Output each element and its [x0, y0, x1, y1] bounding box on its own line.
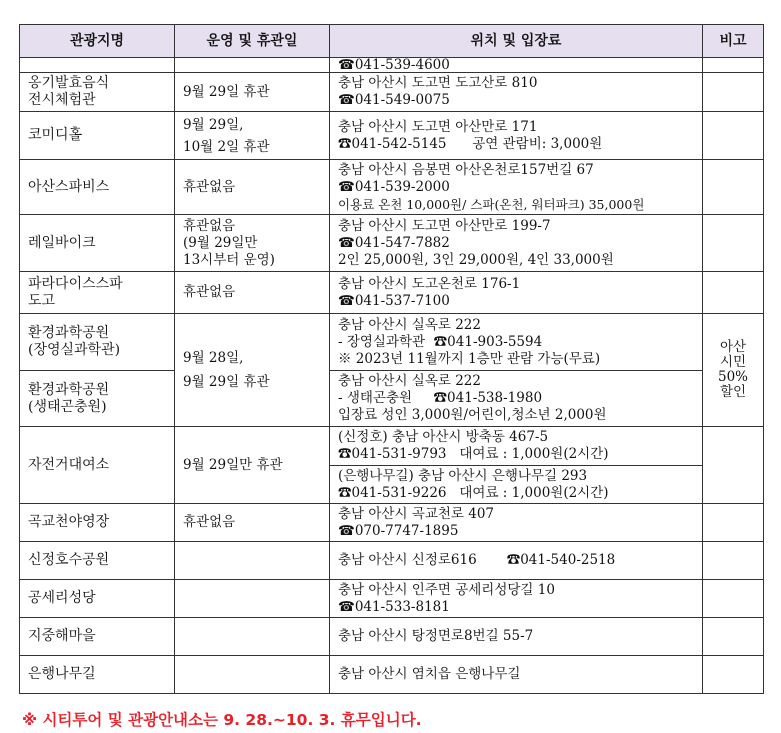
name-line: 도고 — [28, 292, 56, 309]
name-line: 환경과학공원 — [28, 381, 110, 398]
op-line: 9월 29일 휴관 — [183, 374, 270, 390]
name-line: (생태곤충원) — [28, 398, 107, 415]
table-row — [20, 618, 764, 656]
note-cell — [703, 656, 764, 694]
operation-cell — [175, 427, 330, 504]
address: (신정호) 충남 아산시 방축동 467-5 — [338, 428, 549, 445]
name-line: 환경과학공원 — [28, 325, 110, 341]
note-line: 시민 — [719, 354, 747, 370]
op-line: 9월 29일, — [183, 116, 244, 133]
location-cell — [330, 580, 703, 618]
table-row — [20, 504, 764, 542]
op-line: 10월 2일 휴관 — [183, 138, 270, 155]
name-line: 곡교천야영장 — [28, 514, 110, 530]
note-cell — [703, 160, 764, 215]
operation-cell — [175, 272, 330, 314]
name-cell — [20, 73, 175, 112]
phone: ☎070-7747-1895 — [338, 522, 459, 539]
address: (은행나무길) 충남 아산시 은행나무길 293 — [338, 467, 588, 484]
name-cell — [20, 112, 175, 160]
op-line: 13시부터 운영) — [183, 251, 275, 268]
operation-cell — [175, 73, 330, 112]
name-line: 코미디홀 — [28, 127, 83, 143]
op-line: (9월 29일만 — [183, 234, 258, 251]
phone: ☎041-542-5145 공연 관람비: 3,000원 — [338, 135, 603, 152]
address: 충남 아산시 도고면 아산만로 171 — [338, 118, 538, 135]
fee: 이용료 온천 10,000원/ 스파(온천, 워터파크) 35,000원 — [338, 196, 645, 212]
phone: - 생태곤충원 ☎041-538-1980 — [338, 390, 543, 406]
operation-cell — [175, 58, 330, 73]
name-cell — [20, 371, 175, 427]
name-line: 파라다이스스파 — [28, 275, 123, 292]
name-cell — [20, 272, 175, 314]
table-row — [20, 656, 764, 694]
phone: ☎041-539-4600 — [338, 57, 450, 73]
location-cell — [330, 504, 703, 542]
phone: ☎041-531-9793 대여료 : 1,000원(2시간) — [338, 445, 609, 462]
address: 충남 아산시 실옥로 222 — [338, 373, 481, 389]
closure-notice: ※ 시티투어 및 관광안내소는 9. 28.~10. 3. 휴무입니다. — [22, 711, 422, 729]
address: 충남 아산시 도고면 아산만로 199-7 — [338, 217, 551, 234]
op-line: 9월 28일, — [183, 350, 244, 366]
op-line: 휴관없음 — [183, 284, 236, 300]
address: 충남 아산시 신정로616 ☎041-540-2518 — [338, 552, 616, 568]
table-row — [20, 160, 764, 215]
name-line: 지중해마을 — [28, 628, 96, 644]
name-line: 신정호수공원 — [28, 552, 110, 568]
note-line: 아산 — [719, 339, 747, 355]
header-operation: 운영 및 휴관일 — [175, 25, 330, 58]
location-cell — [330, 314, 703, 371]
notice: ※ 2023년 11월까지 1층만 관람 가능(무료) — [338, 350, 601, 367]
note-cell — [703, 58, 764, 73]
note-cell — [703, 427, 764, 504]
note-line: 할인 — [719, 384, 747, 400]
name-cell — [20, 542, 175, 580]
operation-cell — [175, 314, 330, 427]
table-row — [20, 427, 764, 504]
operation-cell — [175, 215, 330, 272]
note-cell — [703, 580, 764, 618]
table-row — [20, 58, 764, 73]
location-cell — [330, 272, 703, 314]
phone: ☎041-531-9226 대여료 : 1,000원(2시간) — [338, 484, 609, 501]
table-row — [20, 542, 764, 580]
table-row — [20, 215, 764, 272]
note-cell — [703, 215, 764, 272]
name-line: 은행나무길 — [28, 666, 96, 682]
operation-cell — [175, 656, 330, 694]
address: 충남 아산시 탕정면로8번길 55-7 — [338, 628, 534, 644]
address: 충남 아산시 곡교천로 407 — [338, 505, 495, 522]
name-cell — [20, 618, 175, 656]
name-cell — [20, 580, 175, 618]
operation-cell — [175, 112, 330, 160]
tourism-table — [19, 24, 764, 694]
address: 충남 아산시 실옥로 222 — [338, 316, 481, 333]
location-cell — [330, 73, 703, 112]
table-row — [20, 314, 764, 371]
location-cell — [330, 371, 703, 427]
operation-cell — [175, 618, 330, 656]
table-row — [20, 272, 764, 314]
location-cell — [330, 542, 703, 580]
op-line: 휴관없음 — [183, 217, 236, 234]
address: 충남 아산시 인주면 공세리성당길 10 — [338, 581, 555, 598]
name-cell — [20, 504, 175, 542]
name-line: 공세리성당 — [28, 590, 96, 606]
table-row — [20, 73, 764, 112]
name-line: (장영실과학관) — [28, 342, 121, 358]
phone: ☎041-533-8181 — [338, 598, 450, 615]
operation-cell — [175, 542, 330, 580]
phone: ☎041-539-2000 — [338, 178, 450, 195]
location-cell — [330, 656, 703, 694]
table-header-row — [20, 25, 764, 58]
name-line: 옹기발효음식 — [28, 75, 110, 91]
rental-shinjeongho — [338, 429, 702, 465]
name-cell — [20, 160, 175, 215]
note-cell — [703, 314, 764, 427]
op-line: 휴관없음 — [183, 514, 236, 530]
note-cell — [703, 542, 764, 580]
name-line: 자전거대여소 — [28, 456, 110, 473]
note-cell — [703, 73, 764, 112]
operation-cell — [175, 160, 330, 215]
table-row — [20, 371, 764, 427]
location-cell — [330, 618, 703, 656]
phone: ☎041-537-7100 — [338, 292, 450, 309]
table-row — [20, 112, 764, 160]
rental-ginkgo-road — [330, 465, 702, 502]
name-line: 레일바이크 — [28, 234, 96, 251]
name-line: 아산스파비스 — [28, 178, 110, 195]
table-row — [20, 580, 764, 618]
name-cell — [20, 58, 175, 73]
name-cell — [20, 427, 175, 504]
name-cell — [20, 314, 175, 371]
name-cell — [20, 215, 175, 272]
op-line: 9월 29일만 휴관 — [183, 456, 283, 473]
fee: 입장료 성인 3,000원/어린이,청소년 2,000원 — [338, 407, 607, 423]
location-cell — [330, 427, 703, 504]
operation-cell — [175, 580, 330, 618]
header-location: 위치 및 입장료 — [330, 25, 703, 58]
note-cell — [703, 618, 764, 656]
fee: 2인 25,000원, 3인 29,000원, 4인 33,000원 — [338, 251, 614, 268]
address: 충남 아산시 염치읍 은행나무길 — [338, 666, 521, 682]
note-line: 50% — [717, 369, 748, 385]
phone: - 장영실과학관 ☎041-903-5594 — [338, 333, 543, 350]
phone: ☎041-547-7882 — [338, 234, 450, 251]
header-name: 관광지명 — [20, 25, 175, 58]
header-note: 비고 — [703, 25, 764, 58]
name-cell — [20, 656, 175, 694]
op-line: 휴관없음 — [183, 178, 236, 195]
note-cell — [703, 504, 764, 542]
phone: ☎041-549-0075 — [338, 92, 450, 108]
operation-cell — [175, 504, 330, 542]
location-cell — [330, 160, 703, 215]
name-line: 전시체험관 — [28, 92, 96, 108]
location-cell — [330, 215, 703, 272]
address: 충남 아산시 음봉면 아산온천로157번길 67 — [338, 161, 594, 178]
location-cell — [330, 58, 703, 73]
op-line: 9월 29일 휴관 — [183, 83, 270, 100]
note-cell — [703, 272, 764, 314]
address: 충남 아산시 도고면 도고산로 810 — [338, 75, 538, 91]
location-cell — [330, 112, 703, 160]
note-cell — [703, 112, 764, 160]
address: 충남 아산시 도고온천로 176-1 — [338, 275, 521, 292]
